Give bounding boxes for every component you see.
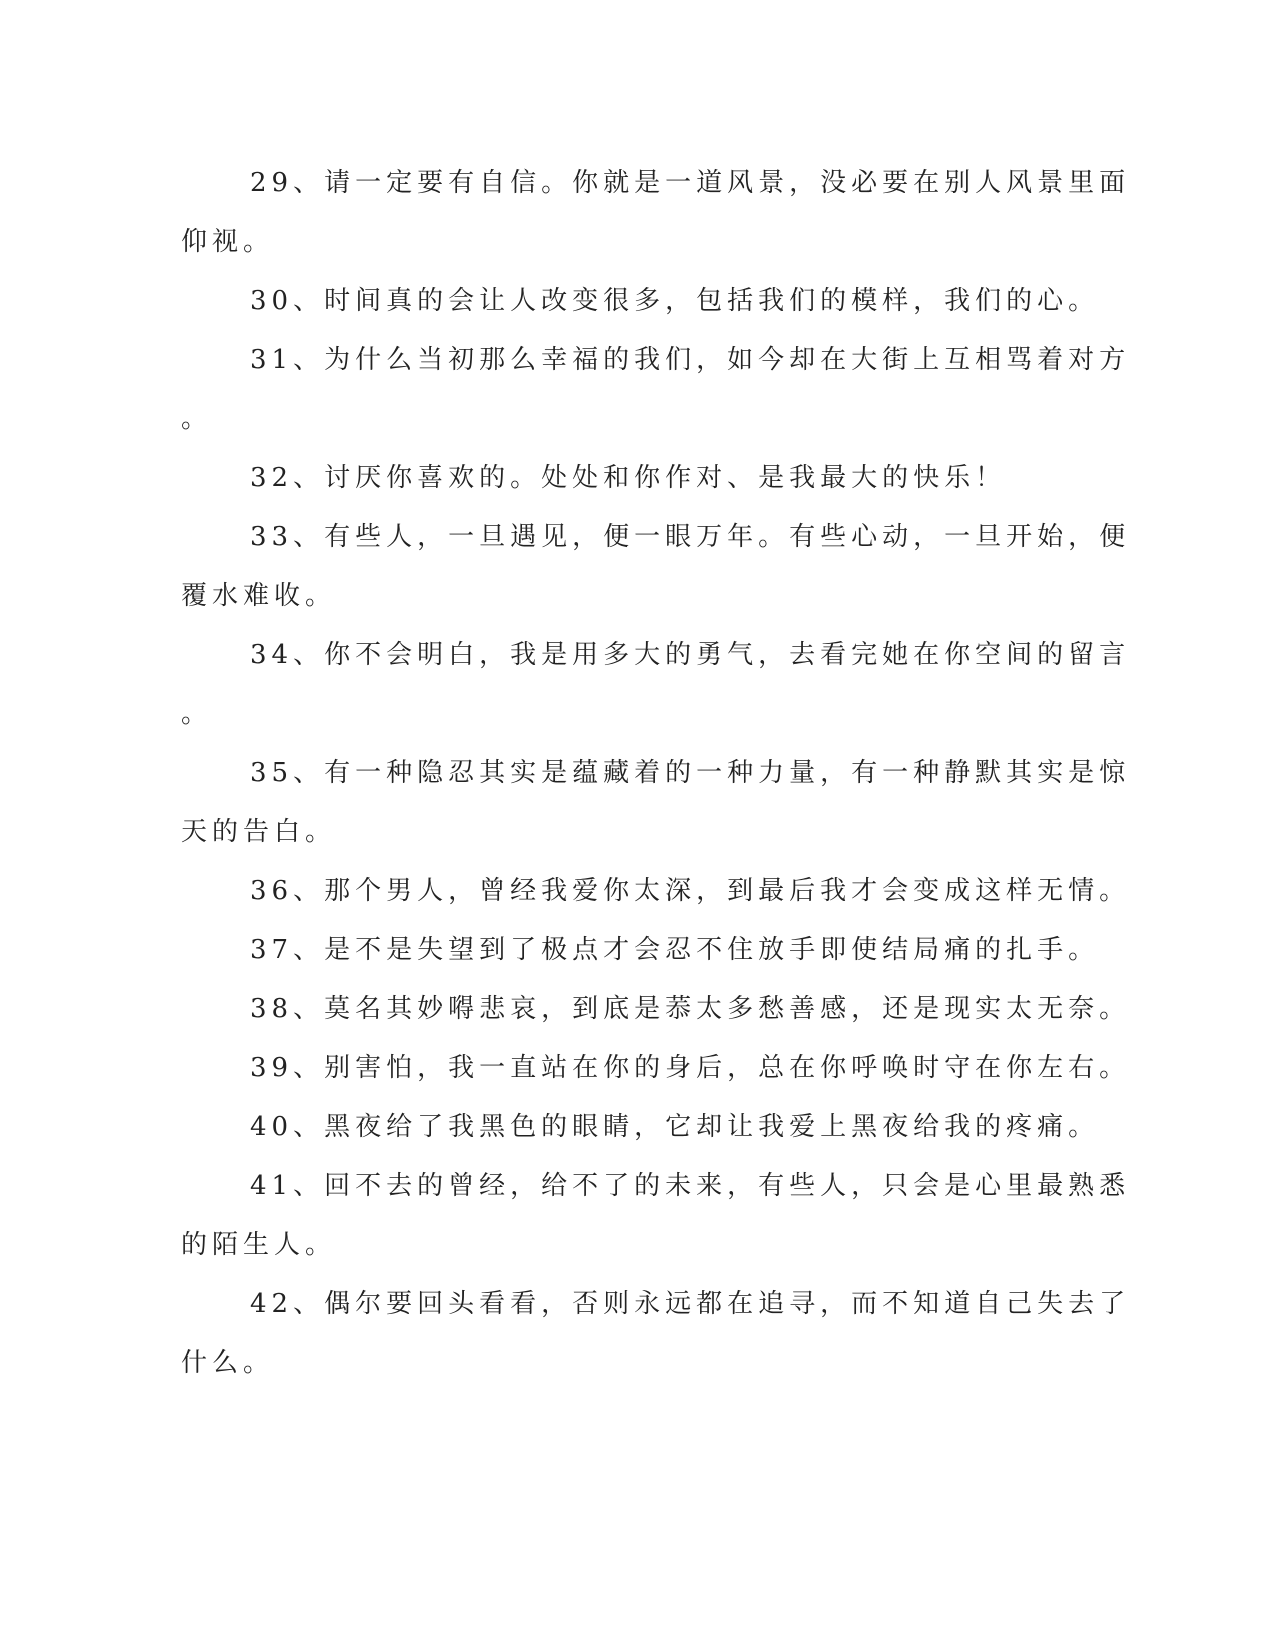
paragraph-31-line-1: 31、为什么当初那么幸福的我们，如今却在大街上互相骂着对方 <box>250 345 1131 375</box>
paragraph-36: 36、那个男人，曾经我爱你太深，到最后我才会变成这样无情。 <box>250 876 1131 906</box>
paragraph-40: 40、黑夜给了我黑色的眼睛，它却让我爱上黑夜给我的疼痛。 <box>250 1112 1100 1142</box>
paragraph-29-line-1: 29、请一定要有自信。你就是一道风景，没必要在别人风景里面 <box>250 168 1131 198</box>
paragraph-33-line-1: 33、有些人，一旦遇见，便一眼万年。有些心动，一旦开始，便 <box>250 522 1131 552</box>
paragraph-37: 37、是不是失望到了极点才会忍不住放手即使结局痛的扎手。 <box>250 935 1100 965</box>
paragraph-39: 39、别害怕，我一直站在你的身后，总在你呼唤时守在你左右。 <box>250 1053 1131 1083</box>
document-body <box>181 154 1131 1393</box>
paragraph-42-line-2: 什么。 <box>181 1348 275 1378</box>
paragraph-29-line-2: 仰视。 <box>181 227 275 257</box>
paragraph-35-line-1: 35、有一种隐忍其实是蕴藏着的一种力量，有一种静默其实是惊 <box>250 758 1131 788</box>
paragraph-34-line-1: 34、你不会明白，我是用多大的勇气，去看完她在你空间的留言 <box>250 640 1131 670</box>
paragraph-34-line-2: 。 <box>181 699 213 729</box>
paragraph-32: 32、讨厌你喜欢的。处处和你作对、是我最大的快乐！ <box>250 463 1007 493</box>
paragraph-42-line-1: 42、偶尔要回头看看，否则永远都在追寻，而不知道自己失去了 <box>250 1289 1131 1319</box>
paragraph-41-line-2: 的陌生人。 <box>181 1230 337 1260</box>
paragraph-41-line-1: 41、回不去的曾经，给不了的未来，有些人，只会是心里最熟悉 <box>250 1171 1131 1201</box>
paragraph-38: 38、莫名其妙嘚悲哀，到底是菾太多愁善感，还是现实太无奈。 <box>250 994 1131 1024</box>
paragraph-35-line-2: 天的告白。 <box>181 817 337 847</box>
paragraph-33-line-2: 覆水难收。 <box>181 581 337 611</box>
paragraph-30: 30、时间真的会让人改变很多，包括我们的模样，我们的心。 <box>250 286 1100 316</box>
paragraph-31-line-2: 。 <box>181 404 213 434</box>
